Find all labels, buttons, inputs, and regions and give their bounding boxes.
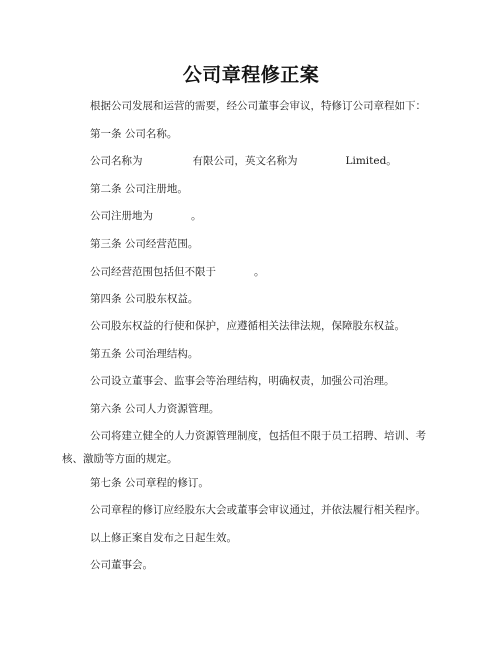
article-1-body bbox=[90, 154, 397, 169]
article-2-body bbox=[90, 209, 202, 224]
intro-paragraph: 根据公司发展和运营的需要，经公司董事会审议，特修订公司章程如下： bbox=[90, 100, 426, 112]
article-3-text-b: 。 bbox=[254, 266, 265, 278]
article-5-heading: 第五条 公司治理结构。 bbox=[90, 348, 199, 360]
article-2-heading: 第二条 公司注册地。 bbox=[90, 183, 188, 195]
article-1-text-b: 有限公司，英文名称为 bbox=[192, 155, 298, 167]
article-6-heading: 第六条 公司人力资源管理。 bbox=[90, 403, 220, 415]
article-4-body: 公司股东权益的行使和保护，应遵循相关法律法规，保障股东权益。 bbox=[90, 320, 405, 332]
article-7-body: 公司章程的修订应经股东大会或董事会审议通过，并依法履行相关程序。 bbox=[90, 504, 426, 516]
article-1-text-c: Limited。 bbox=[345, 155, 397, 167]
article-2-text-a: 公司注册地为 bbox=[90, 210, 153, 222]
article-2-text-b: 。 bbox=[191, 210, 202, 222]
effective-statement: 以上修正案自发布之日起生效。 bbox=[90, 532, 237, 544]
signature-line: 公司董事会。 bbox=[90, 559, 153, 571]
article-6-body: 公司将建立健全的人力资源管理制度，包括但不限于员工招聘、培训、考核、激励等方面的规定。 bbox=[62, 430, 426, 465]
article-5-body: 公司设立董事会、监事会等治理结构，明确权责，加强公司治理。 bbox=[90, 375, 395, 387]
article-3-text-a: 公司经营范围包括但不限于 bbox=[90, 266, 216, 278]
article-3-body bbox=[90, 265, 265, 280]
article-1-heading: 第一条 公司名称。 bbox=[90, 128, 178, 140]
article-4-heading: 第四条 公司股东权益。 bbox=[90, 293, 199, 305]
document-title: 公司章程修正案 bbox=[182, 64, 320, 86]
article-1-text-a: 公司名称为 bbox=[90, 155, 143, 167]
article-3-heading: 第三条 公司经营范围。 bbox=[90, 238, 199, 250]
article-7-heading: 第七条 公司章程的修订。 bbox=[90, 477, 209, 489]
